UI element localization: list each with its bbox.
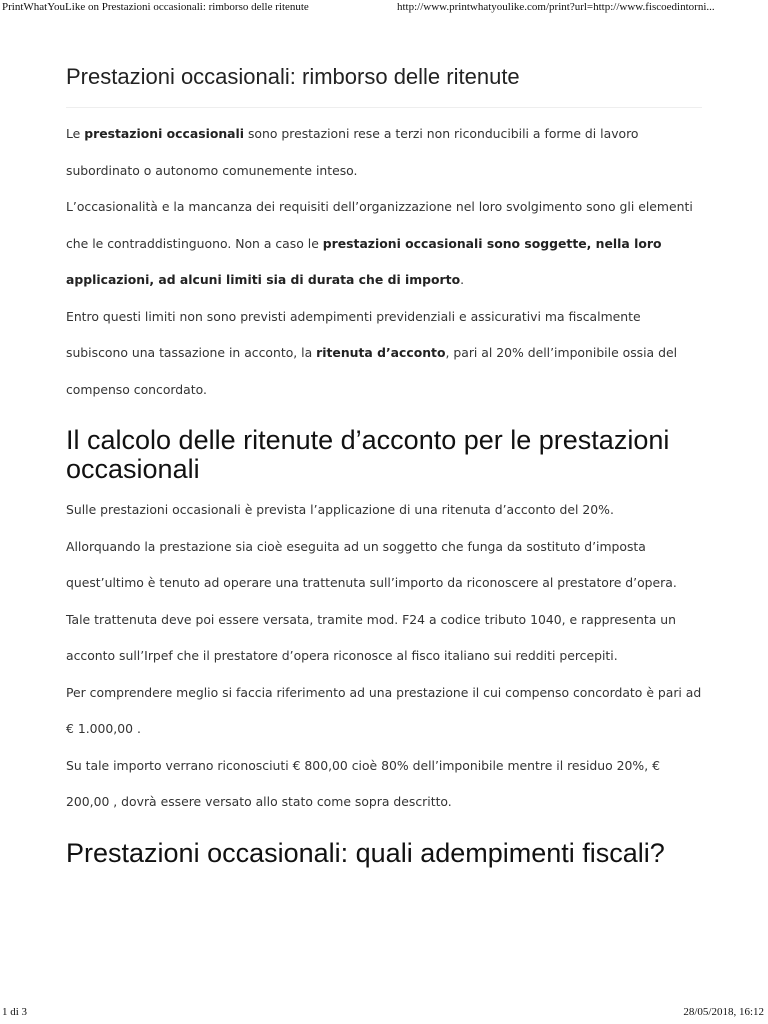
text-run: L’occasionalità e la mancanza dei requisiti dell’organizzazione nel loro svolgimento sono gli elementi che le contraddistinguono. Non a caso le	[66, 199, 693, 251]
text-run: Le	[66, 126, 85, 141]
section-calcolo-body	[66, 492, 702, 821]
intro-paragraph-2	[66, 189, 702, 299]
print-url[interactable]: http://www.printwhatyoulike.com/print?url=http://www.fiscoedintorni...	[397, 1, 715, 13]
print-page-title: PrintWhatYouLike on Prestazioni occasionali: rimborso delle ritenute	[2, 1, 309, 13]
section-heading-adempimenti: Prestazioni occasionali: quali adempimenti fiscali?	[66, 837, 665, 868]
section1-paragraph-3: Per comprendere meglio si faccia riferimento ad una prestazione il cui compenso concordato è pari ad € 1.000,00 .	[66, 684, 702, 736]
article-title: Prestazioni occasionali: rimborso delle ritenute	[66, 64, 702, 108]
section1-paragraph-1: Sulle prestazioni occasionali è prevista l’applicazione di una ritenuta d’acconto del 20%.	[66, 502, 614, 517]
section1-paragraph-2: Allorquando la prestazione sia cioè eseguita ad un soggetto che funga da sostituto d’imposta quest’ultimo è tenuto ad operare una trattenuta sull’importo da riconoscere al prestatore d’opera. Tale trattenuta deve poi essere versata, tramite mod. F24 a codice tributo 1040, e rappresenta un acconto sull’Irpef che il prestatore d’opera riconosce al fisco italiano sui redditi percepiti.	[66, 538, 677, 663]
print-footer	[0, 1006, 768, 1022]
page-number: 1 di 3	[2, 1006, 28, 1018]
text-run: Entro questi limiti non sono previsti adempimenti previdenziali e assicurativi ma fiscalmente subiscono una tassazione in acconto, la	[66, 308, 641, 360]
bold-text: prestazioni occasionali	[84, 126, 245, 141]
text-run: .	[460, 272, 465, 287]
bold-text: prestazioni occasionali sono soggette, nella loro applicazioni, ad alcuni limiti sia di durata che di importo	[66, 235, 662, 287]
text-run: , pari al 20% dell’imponibile ossia del compenso concordato.	[66, 345, 678, 397]
bold-text: ritenuta d’acconto	[316, 345, 446, 360]
section-heading-calcolo: Il calcolo delle ritenute d’acconto per le prestazioni occasionali	[66, 425, 670, 484]
print-header	[0, 0, 768, 16]
article	[66, 60, 702, 876]
article-intro	[66, 116, 702, 408]
intro-paragraph-3	[66, 299, 702, 409]
section1-paragraph-4: Su tale importo verrano riconosciuti € 800,00 cioè 80% dell’imponibile mentre il residuo 20%, € 200,00 , dovrà essere versato allo stato come sopra descritto.	[66, 757, 660, 809]
text-run: sono prestazioni rese a terzi non riconducibili a forme di lavoro subordinato o autonomo comunemente inteso.	[66, 126, 639, 178]
print-datetime: 28/05/2018, 16:12	[683, 1006, 764, 1018]
intro-paragraph-1	[66, 116, 702, 189]
